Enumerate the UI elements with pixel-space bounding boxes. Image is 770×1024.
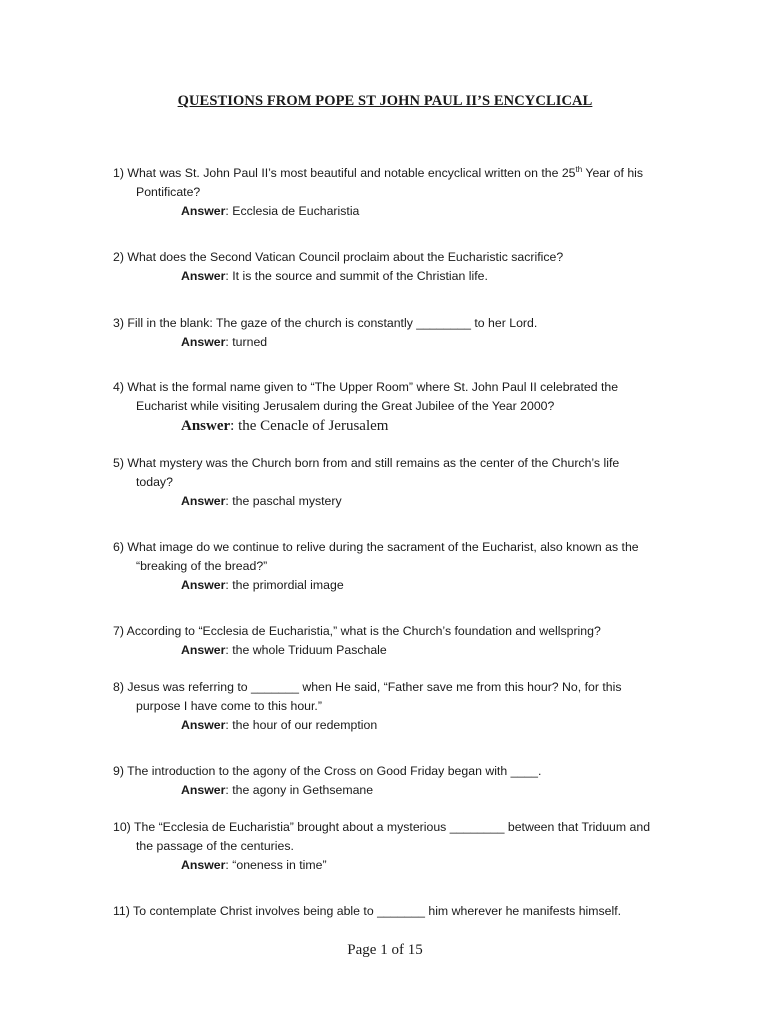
answer: Answer: the agony in Gethsemane bbox=[181, 783, 374, 797]
answer-label: Answer bbox=[181, 494, 226, 508]
answer: Answer: It is the source and summit of the Christian life. bbox=[181, 269, 488, 283]
question-11 bbox=[113, 902, 703, 921]
question-text: 8) Jesus was referring to _______ when He said, “Father save me from this hour? No, for this bbox=[113, 680, 622, 694]
question-text-line2: purpose I have come to this hour.” bbox=[136, 699, 322, 713]
question-1 bbox=[113, 164, 703, 221]
question-text: 2) What does the Second Vatican Council proclaim about the Eucharistic sacrifice? bbox=[113, 250, 564, 264]
question-4 bbox=[113, 378, 703, 436]
answer-label: Answer bbox=[181, 204, 226, 218]
question-text: 9) The introduction to the agony of the Cross on Good Friday began with ____. bbox=[113, 764, 542, 778]
answer-text: the agony in Gethsemane bbox=[228, 783, 374, 797]
answer: Answer: the primordial image bbox=[181, 578, 344, 592]
answer-text: “oneness in time” bbox=[228, 858, 327, 872]
question-3 bbox=[113, 314, 703, 352]
question-text-line2: Pontificate? bbox=[136, 185, 201, 199]
answer-label: Answer bbox=[181, 269, 226, 283]
question-text: 1) What was St. John Paul II’s most beautiful and notable encyclical written on the 25 bbox=[113, 166, 576, 180]
question-text-line2: “breaking of the bread?” bbox=[136, 559, 268, 573]
question-text: 3) Fill in the blank: The gaze of the church is constantly ________ to her Lord. bbox=[113, 316, 538, 330]
answer-label: Answer bbox=[181, 858, 226, 872]
question-text-line2: Eucharist while visiting Jerusalem during the Great Jubilee of the Year 2000? bbox=[136, 399, 555, 413]
question-text: 11) To contemplate Christ involves being able to _______ him wherever he manifests himself. bbox=[113, 904, 622, 918]
answer-text: Ecclesia de Eucharistia bbox=[228, 204, 360, 218]
answer-label: Answer bbox=[181, 718, 226, 732]
answer-text: It is the source and summit of the Christian life. bbox=[228, 269, 488, 283]
answer: Answer: turned bbox=[181, 335, 268, 349]
answer-text: the hour of our redemption bbox=[228, 718, 378, 732]
answer: Answer: Ecclesia de Eucharistia bbox=[181, 204, 360, 218]
question-7 bbox=[113, 622, 703, 660]
question-2 bbox=[113, 248, 703, 286]
answer-label: Answer bbox=[181, 643, 226, 657]
question-8 bbox=[113, 678, 703, 735]
answer: Answer: the paschal mystery bbox=[181, 494, 342, 508]
answer: Answer: the whole Triduum Paschale bbox=[181, 643, 387, 657]
answer-text: turned bbox=[228, 335, 268, 349]
answer-label: Answer bbox=[181, 783, 226, 797]
question-text-line2: the passage of the centuries. bbox=[136, 839, 294, 853]
question-6 bbox=[113, 538, 703, 595]
question-5 bbox=[113, 454, 703, 511]
answer-text: the whole Triduum Paschale bbox=[228, 643, 387, 657]
answer: Answer: “oneness in time” bbox=[181, 858, 327, 872]
question-text: 7) According to “Ecclesia de Eucharistia,” what is the Church’s foundation and wellspring? bbox=[113, 624, 601, 638]
document-title: QUESTIONS FROM POPE ST JOHN PAUL II’S ENCYCLICAL bbox=[177, 93, 593, 109]
answer: Answer: the hour of our redemption bbox=[181, 718, 378, 732]
answer-text: the primordial image bbox=[228, 578, 344, 592]
answer: Answer: the Cenacle of Jerusalem bbox=[181, 418, 389, 434]
question-text-cont: Year of his bbox=[582, 166, 644, 180]
answer-text: the paschal mystery bbox=[228, 494, 342, 508]
answer-label: Answer bbox=[181, 335, 226, 349]
answer-label: Answer bbox=[181, 418, 231, 434]
question-10 bbox=[113, 818, 703, 875]
answer-label: Answer bbox=[181, 578, 226, 592]
answer-text: the Cenacle of Jerusalem bbox=[234, 418, 389, 434]
question-text-line2: today? bbox=[136, 475, 173, 489]
question-9 bbox=[113, 762, 703, 800]
page-number: Page 1 of 15 bbox=[347, 942, 423, 958]
question-text: 4) What is the formal name given to “The Upper Room” where St. John Paul II celebrated the bbox=[113, 380, 619, 394]
superscript: th bbox=[575, 164, 583, 174]
question-text: 10) The “Ecclesia de Eucharistia” brought about a mysterious ________ between that Triduum and bbox=[113, 820, 651, 834]
question-text: 5) What mystery was the Church born from and still remains as the center of the Church’s life bbox=[113, 456, 620, 470]
question-text: 6) What image do we continue to relive during the sacrament of the Eucharist, also known as the bbox=[113, 540, 639, 554]
